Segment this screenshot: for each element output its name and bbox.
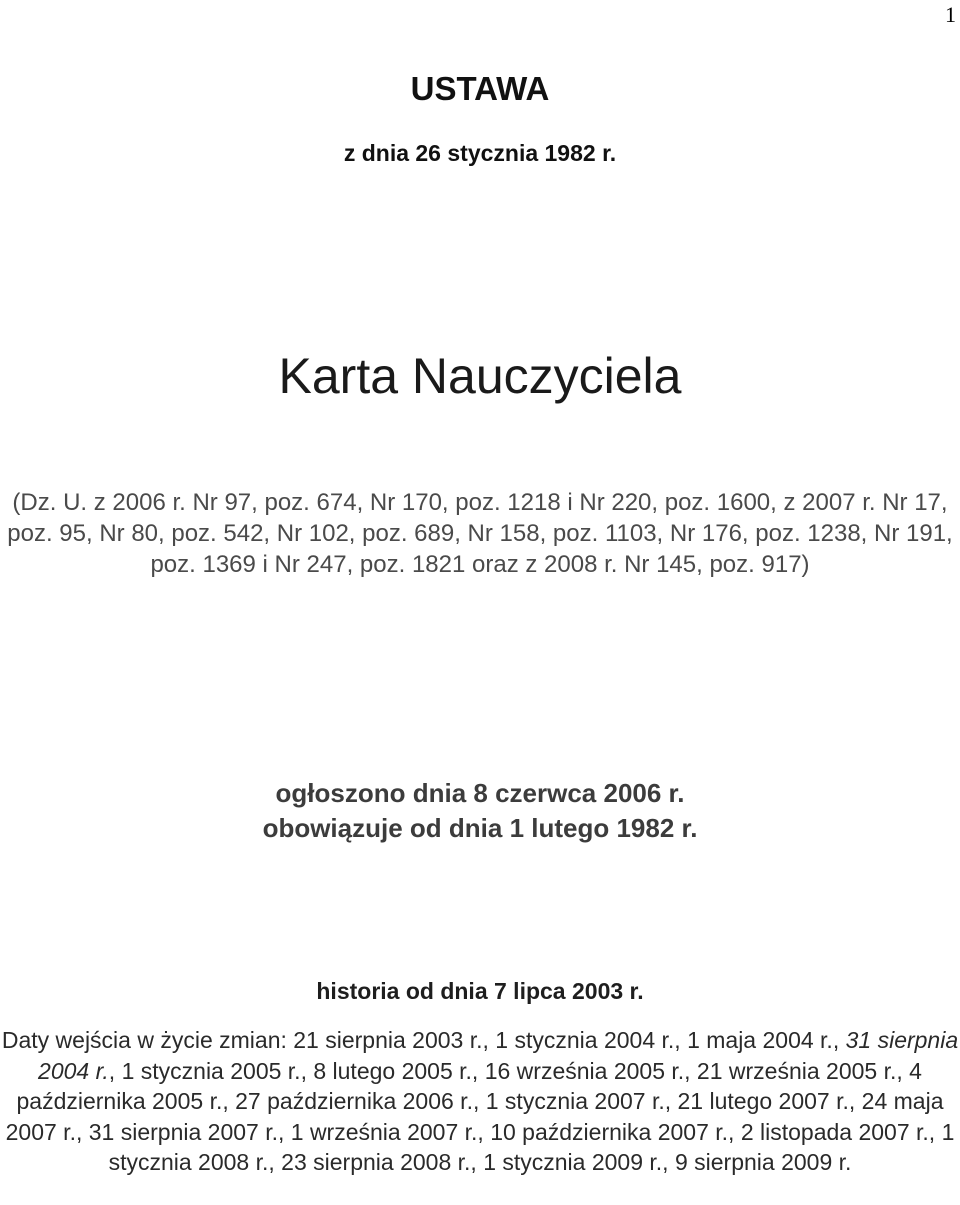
- history-label: historia od dnia 7 lipca 2003 r.: [316, 978, 644, 1004]
- act-title: Karta Nauczyciela: [278, 348, 682, 404]
- announced-date: ogłoszono dnia 8 czerwca 2006 r.: [275, 778, 685, 808]
- act-type-heading: USTAWA: [410, 70, 550, 107]
- journal-citation: (Dz. U. z 2006 r. Nr 97, poz. 674, Nr 170, poz. 1218 i Nr 220, poz. 1600, z 2007 r. Nr 17, poz. 95, Nr 80, poz. 542, Nr 102, poz. 689, Nr 158, poz. 1103, Nr 176, poz. 1238, Nr 191, poz. 1369 i Nr 247, poz. 1821 oraz z 2008 r. Nr 145, poz. 917): [7, 489, 953, 578]
- amendment-dates-intro: Daty wejścia w życie zmian: 21 sierpnia 2003 r., 1 stycznia 2004 r., 1 maja 2004 r.,: [1, 1027, 840, 1053]
- publication-info: [0, 776, 960, 846]
- amendment-dates-rest: , 1 stycznia 2005 r., 8 lutego 2005 r., 16 września 2005 r., 21 września 2005 r., 4 października 2005 r., 27 października 2006 r., 1 stycznia 2007 r., 21 lutego 2007 r., 24 maja 2007 r., 31 sierpnia 2007 r., 1 września 2007 r., 10 października 2007 r., 2 listopada 2007 r., 1 stycznia 2008 r., 23 sierpnia 2008 r., 1 stycznia 2009 r., 9 sierpnia 2009 r.: [5, 1057, 955, 1175]
- in-force-date: obowiązuje od dnia 1 lutego 1982 r.: [262, 813, 698, 843]
- page-number: 1: [945, 2, 956, 27]
- act-date: z dnia 26 stycznia 1982 r.: [343, 140, 617, 166]
- amendment-dates: [0, 1025, 960, 1178]
- amendment-date-italic: 31 sierpnia 2004 r.: [38, 1027, 959, 1084]
